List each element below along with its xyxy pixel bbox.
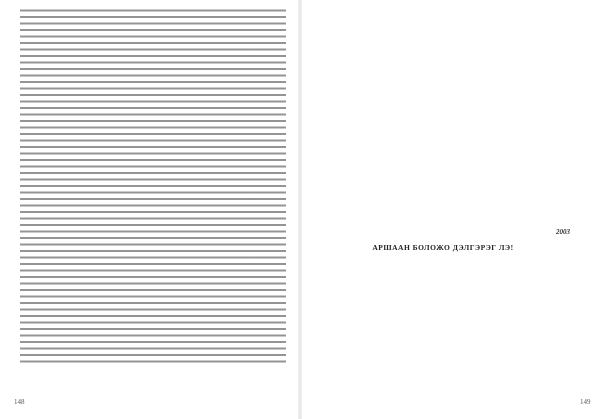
left-page-text-column xyxy=(20,8,286,366)
left-page-number: 148 xyxy=(14,398,25,406)
article-title: АРШААН БОЛОЖО ДЭЛГЭРЭГ ЛЭ! xyxy=(372,243,514,252)
right-page xyxy=(300,0,600,419)
right-page-number: 149 xyxy=(580,398,591,406)
year-signature: 2003 xyxy=(556,228,570,236)
